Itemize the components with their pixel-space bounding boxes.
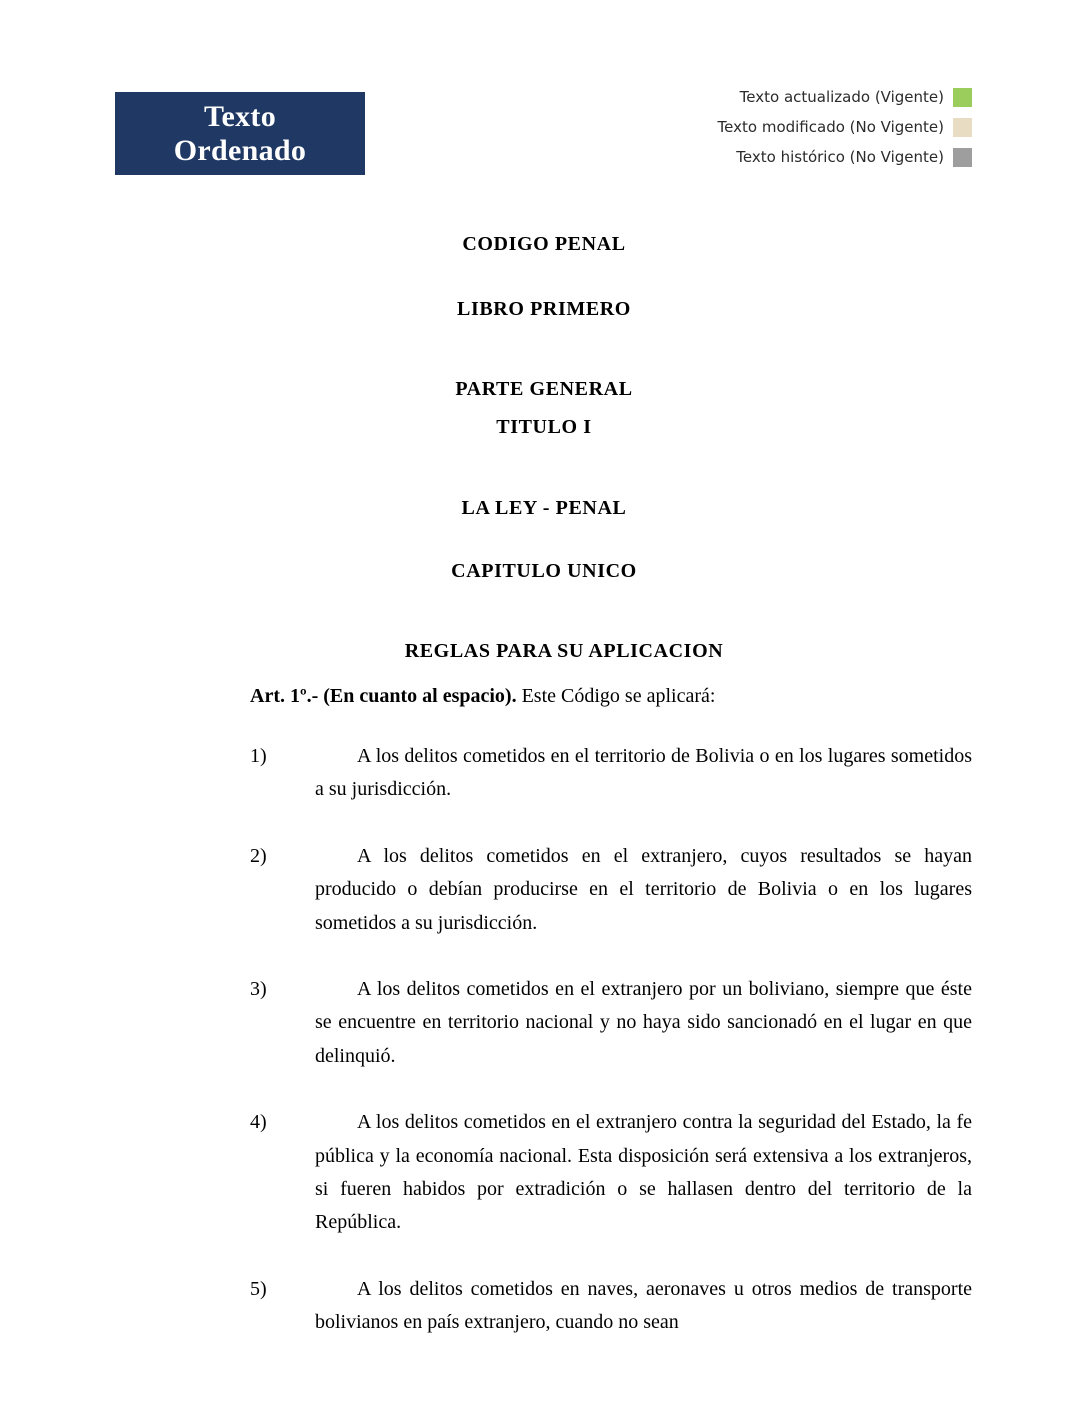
article-intro: [0, 683, 1088, 710]
legend-item-vigente: [718, 86, 972, 108]
badge-line-2: Ordenado: [173, 133, 307, 167]
heading-parte-general: PARTE GENERAL: [455, 378, 633, 400]
heading-capitulo-unico: CAPITULO UNICO: [451, 560, 637, 582]
list-item-number: 3): [250, 977, 267, 1000]
legend-swatch-modificado: [953, 118, 972, 137]
heading-titulo-i: TITULO I: [496, 416, 592, 438]
legend-label-vigente: Texto actualizado (Vigente): [739, 88, 944, 106]
list-item-number: 2): [250, 844, 267, 867]
document-header: [0, 0, 1088, 200]
list-item: [250, 740, 972, 807]
article-label: Art. 1º.- (En cuanto al espacio).: [250, 685, 517, 707]
list-item: [250, 973, 972, 1073]
document-body: [0, 200, 1088, 1339]
list-item-text: A los delitos cometidos en el territorio de Bolivia o en los lugares sometidos a su jurisdicción.: [315, 745, 972, 801]
list-item-text: A los delitos cometidos en naves, aeronaves u otros medios de transporte bolivianos en país extranjero, cuando no sean: [315, 1277, 972, 1334]
list-item-number: 1): [250, 745, 267, 767]
list-item-number: 4): [250, 1111, 267, 1134]
legend-item-historico: [718, 146, 972, 168]
article-lead-in: Este Código se aplicará:: [516, 685, 716, 707]
heading-la-ley-penal: LA LEY - PENAL: [461, 497, 627, 519]
list-item: [250, 1106, 972, 1240]
list-item: [250, 840, 972, 940]
list-item-text: A los delitos cometidos en el extranjero por un boliviano, siempre que éste se encuentre en territorio nacional y no haya sido sancionadó en el lugar en que delinquió.: [315, 977, 972, 1067]
article-items-list: [0, 740, 1088, 1339]
heading-libro-primero: LIBRO PRIMERO: [457, 298, 631, 320]
texto-ordenado-badge: [115, 92, 365, 175]
badge-line-1: Texto: [203, 99, 277, 133]
heading-reglas-aplicacion: REGLAS PARA SU APLICACION: [404, 640, 724, 662]
legend-swatch-historico: [953, 148, 972, 167]
legend-item-modificado: [718, 116, 972, 138]
heading-codigo-penal: CODIGO PENAL: [462, 233, 626, 255]
list-item-text: A los delitos cometidos en el extranjero contra la seguridad del Estado, la fe pública y la economía nacional. Esta disposición será extensiva a los extranjeros, si fueren habidos por extradición o se hallasen dentro del territorio de la República.: [315, 1111, 972, 1234]
list-item-text: A los delitos cometidos en el extranjero, cuyos resultados se hayan producido o debían producirse en el territorio de Bolivia o en los lugares sometidos a su jurisdicción.: [315, 844, 972, 934]
list-item: [250, 1273, 972, 1340]
legend-label-historico: Texto histórico (No Vigente): [736, 148, 944, 166]
legend-label-modificado: Texto modificado (No Vigente): [717, 118, 944, 136]
list-item-number: 5): [250, 1277, 267, 1300]
status-legend: [718, 86, 972, 168]
texto-ordenado-badge-text: [174, 100, 306, 167]
legend-swatch-vigente: [953, 88, 972, 107]
